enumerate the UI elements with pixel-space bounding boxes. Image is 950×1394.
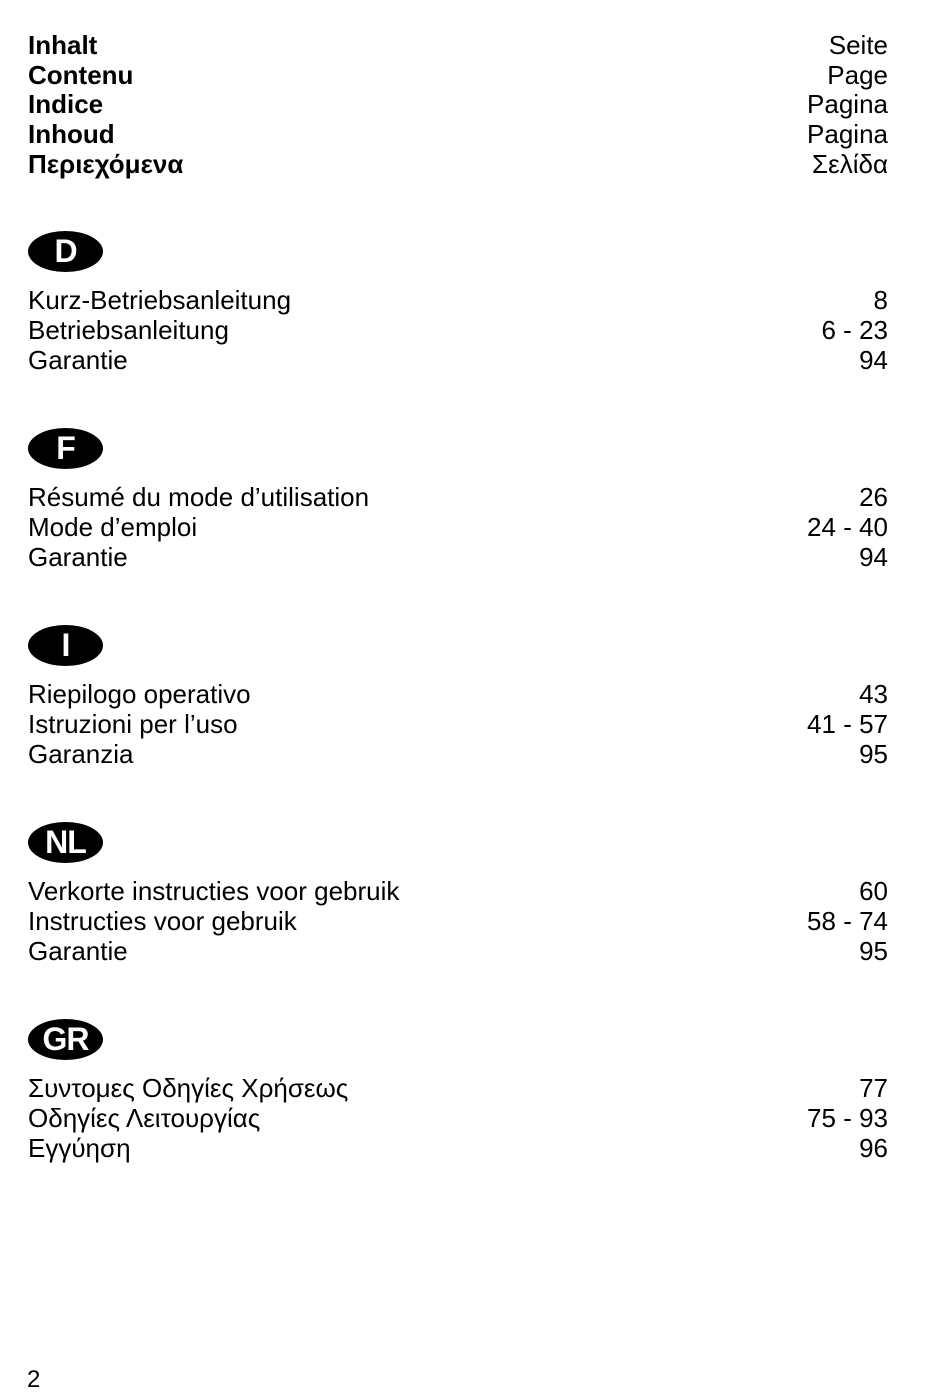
toc-entry (28, 877, 888, 907)
toc-entry (28, 286, 888, 316)
header-row-fr (28, 61, 888, 91)
page-column-heading: Pagina (807, 119, 888, 150)
entry-list (28, 877, 888, 966)
contents-heading: Inhalt (28, 30, 98, 60)
entry-title: Garantie (28, 344, 128, 375)
section-german (28, 231, 888, 375)
contents-header (28, 31, 888, 179)
entry-list (28, 1074, 888, 1163)
entry-pages: 77 (859, 1073, 888, 1103)
page-column-heading: Page (827, 59, 888, 90)
entry-pages: 8 (873, 285, 888, 315)
section-french (28, 428, 888, 572)
entry-pages: 95 (859, 935, 888, 966)
entry-pages: 43 (859, 679, 888, 709)
toc-entry (28, 316, 888, 346)
language-badge-d: D (28, 231, 103, 272)
entry-title: Résumé du mode d’utilisation (28, 482, 370, 512)
section-dutch (28, 822, 888, 966)
toc-entry (28, 680, 888, 710)
toc-entry (28, 483, 888, 513)
entry-title: Mode d’emploi (28, 511, 198, 542)
header-row-de (28, 31, 888, 61)
entry-list (28, 483, 888, 572)
contents-heading: Contenu (28, 59, 134, 90)
entry-title: Εγγύηση (28, 1132, 131, 1163)
entry-title: Garanzia (28, 738, 134, 769)
language-badge-i: I (28, 625, 103, 666)
entry-title: Garantie (28, 541, 128, 572)
toc-entry (28, 937, 888, 967)
page-column-heading: Seite (828, 30, 888, 60)
toc-entry (28, 1074, 888, 1104)
entry-list (28, 680, 888, 769)
entry-title: Instructies voor gebruik (28, 905, 297, 936)
toc-entry (28, 1134, 888, 1164)
entry-pages: 60 (859, 876, 888, 906)
entry-pages: 26 (859, 482, 888, 512)
toc-entry (28, 907, 888, 937)
entry-pages: 41 - 57 (807, 708, 888, 739)
toc-entry (28, 1104, 888, 1134)
section-italian (28, 625, 888, 769)
entry-title: Istruzioni per l’uso (28, 708, 238, 739)
entry-pages: 6 - 23 (821, 314, 888, 345)
toc-entry (28, 710, 888, 740)
language-badge-f: F (28, 428, 103, 469)
entry-title: Οδηγίες Λειτουργίας (28, 1102, 261, 1133)
header-row-nl (28, 120, 888, 150)
entry-pages: 58 - 74 (807, 905, 888, 936)
language-badge-nl: NL (28, 822, 103, 863)
entry-pages: 94 (859, 541, 888, 572)
toc-entry (28, 346, 888, 376)
entry-title: Garantie (28, 935, 128, 966)
entry-title: Verkorte instructies voor gebruik (28, 876, 400, 906)
entry-title: Betriebsanleitung (28, 314, 229, 345)
entry-pages: 95 (859, 738, 888, 769)
entry-pages: 96 (859, 1132, 888, 1163)
entry-pages: 75 - 93 (807, 1102, 888, 1133)
header-row-it (28, 90, 888, 120)
section-greek (28, 1019, 888, 1163)
toc-entry (28, 740, 888, 770)
page-column-heading: Pagina (807, 89, 888, 120)
entry-list (28, 286, 888, 375)
contents-heading: Inhoud (28, 119, 115, 150)
toc-entry (28, 513, 888, 543)
page-number: 2 (27, 1366, 41, 1393)
contents-heading: Indice (28, 89, 104, 120)
toc-entry (28, 543, 888, 573)
header-row-gr (28, 150, 888, 180)
entry-pages: 24 - 40 (807, 511, 888, 542)
language-badge-gr: GR (28, 1019, 103, 1060)
entry-title: Riepilogo operativo (28, 679, 251, 709)
entry-title: Συντομες Οδηγίες Χρήσεως (28, 1073, 349, 1103)
entry-pages: 94 (859, 344, 888, 375)
contents-heading: Περιεχόμενα (28, 148, 184, 179)
entry-title: Kurz-Betriebsanleitung (28, 285, 292, 315)
page-column-heading: Σελίδα (812, 148, 888, 179)
